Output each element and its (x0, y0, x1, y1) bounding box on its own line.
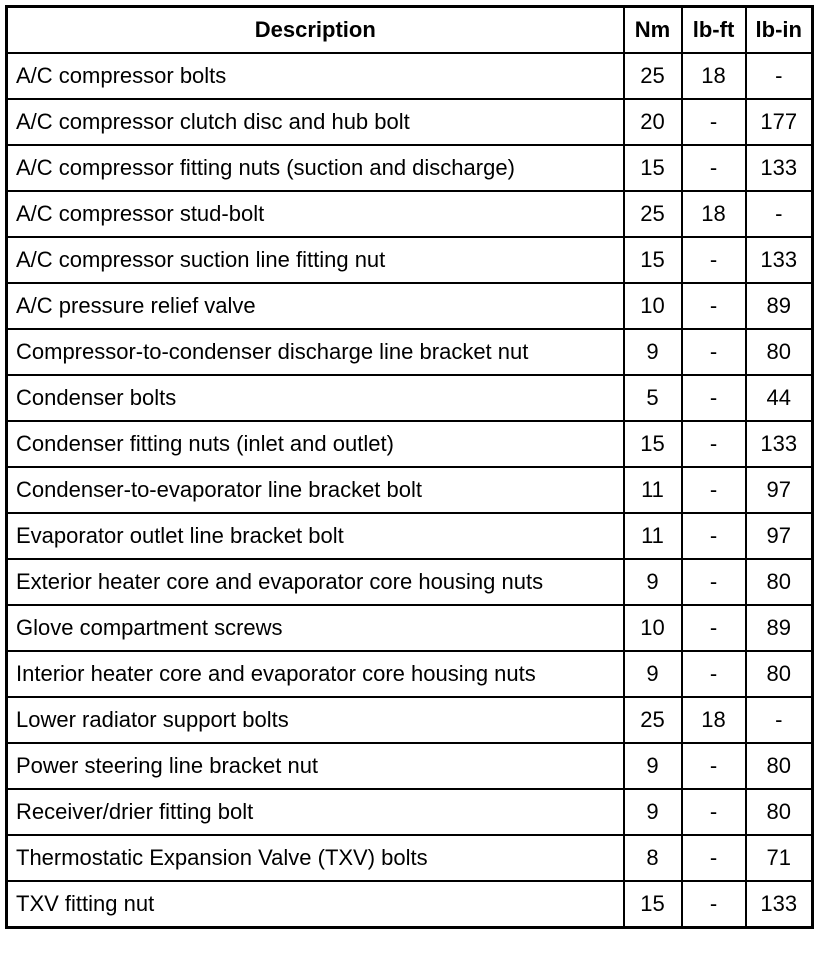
cell-lb-ft: - (682, 99, 746, 145)
cell-description: A/C compressor stud-bolt (7, 191, 624, 237)
cell-lb-ft: - (682, 329, 746, 375)
table-row (7, 743, 813, 789)
cell-lb-ft: - (682, 145, 746, 191)
cell-description: Compressor-to-condenser discharge line bracket nut (7, 329, 624, 375)
cell-lb-in: 133 (746, 237, 813, 283)
cell-lb-ft: - (682, 559, 746, 605)
table-row (7, 467, 813, 513)
table-row (7, 651, 813, 697)
table-body (7, 53, 813, 928)
cell-lb-ft: 18 (682, 53, 746, 99)
cell-description: Evaporator outlet line bracket bolt (7, 513, 624, 559)
cell-nm: 15 (624, 881, 682, 928)
cell-description: Condenser-to-evaporator line bracket bolt (7, 467, 624, 513)
cell-nm: 15 (624, 145, 682, 191)
column-header-lb-in: lb-in (746, 7, 813, 54)
cell-lb-ft: - (682, 789, 746, 835)
cell-lb-in: 133 (746, 881, 813, 928)
torque-spec-sheet (5, 5, 811, 964)
cell-nm: 15 (624, 421, 682, 467)
cell-lb-in: 97 (746, 467, 813, 513)
cell-lb-in: - (746, 697, 813, 743)
cell-nm: 11 (624, 513, 682, 559)
cell-lb-ft: 18 (682, 697, 746, 743)
cell-description: Power steering line bracket nut (7, 743, 624, 789)
table-row (7, 835, 813, 881)
cell-lb-ft: - (682, 835, 746, 881)
cell-lb-ft: - (682, 375, 746, 421)
column-header-nm: Nm (624, 7, 682, 54)
cell-lb-in: 89 (746, 605, 813, 651)
cell-lb-in: 89 (746, 283, 813, 329)
cell-lb-in: 97 (746, 513, 813, 559)
cell-lb-in: 44 (746, 375, 813, 421)
table-row (7, 697, 813, 743)
cell-lb-in: 80 (746, 651, 813, 697)
column-header-description: Description (7, 7, 624, 54)
table-row (7, 145, 813, 191)
table-row (7, 559, 813, 605)
cell-lb-in: 133 (746, 421, 813, 467)
cell-nm: 10 (624, 283, 682, 329)
cell-lb-ft: - (682, 605, 746, 651)
cell-nm: 9 (624, 559, 682, 605)
cell-lb-in: 80 (746, 743, 813, 789)
cell-lb-in: 71 (746, 835, 813, 881)
cell-nm: 25 (624, 697, 682, 743)
cell-nm: 9 (624, 329, 682, 375)
cell-lb-in: 80 (746, 559, 813, 605)
table-row (7, 513, 813, 559)
cell-lb-ft: - (682, 881, 746, 928)
cell-description: Exterior heater core and evaporator core housing nuts (7, 559, 624, 605)
cell-nm: 20 (624, 99, 682, 145)
cell-lb-ft: 18 (682, 191, 746, 237)
cell-description: Glove compartment screws (7, 605, 624, 651)
cell-description: A/C compressor clutch disc and hub bolt (7, 99, 624, 145)
cell-lb-ft: - (682, 237, 746, 283)
cell-description: Lower radiator support bolts (7, 697, 624, 743)
table-header-row (7, 7, 813, 54)
cell-lb-ft: - (682, 651, 746, 697)
cell-lb-ft: - (682, 467, 746, 513)
cell-description: Receiver/drier fitting bolt (7, 789, 624, 835)
table-row (7, 283, 813, 329)
cell-description: A/C compressor bolts (7, 53, 624, 99)
cell-lb-in: - (746, 191, 813, 237)
table-row (7, 99, 813, 145)
cell-lb-in: - (746, 53, 813, 99)
cell-lb-in: 80 (746, 329, 813, 375)
cell-nm: 11 (624, 467, 682, 513)
cell-nm: 25 (624, 53, 682, 99)
cell-description: A/C compressor fitting nuts (suction and discharge) (7, 145, 624, 191)
cell-description: Interior heater core and evaporator core housing nuts (7, 651, 624, 697)
table-row (7, 375, 813, 421)
cell-nm: 9 (624, 789, 682, 835)
table-row (7, 789, 813, 835)
cell-nm: 5 (624, 375, 682, 421)
cell-description: A/C pressure relief valve (7, 283, 624, 329)
cell-lb-in: 80 (746, 789, 813, 835)
cell-lb-ft: - (682, 743, 746, 789)
table-row (7, 237, 813, 283)
table-row (7, 53, 813, 99)
table-row (7, 421, 813, 467)
cell-description: Condenser fitting nuts (inlet and outlet) (7, 421, 624, 467)
cell-nm: 10 (624, 605, 682, 651)
table-row (7, 329, 813, 375)
cell-nm: 25 (624, 191, 682, 237)
cell-lb-in: 133 (746, 145, 813, 191)
cell-description: Thermostatic Expansion Valve (TXV) bolts (7, 835, 624, 881)
cell-description: A/C compressor suction line fitting nut (7, 237, 624, 283)
cell-lb-in: 177 (746, 99, 813, 145)
cell-description: TXV fitting nut (7, 881, 624, 928)
table-row (7, 881, 813, 928)
cell-nm: 9 (624, 651, 682, 697)
cell-description: Condenser bolts (7, 375, 624, 421)
cell-nm: 8 (624, 835, 682, 881)
column-header-lb-ft: lb-ft (682, 7, 746, 54)
table-row (7, 605, 813, 651)
table-row (7, 191, 813, 237)
cell-lb-ft: - (682, 513, 746, 559)
cell-nm: 15 (624, 237, 682, 283)
cell-lb-ft: - (682, 421, 746, 467)
cell-nm: 9 (624, 743, 682, 789)
torque-spec-table (5, 5, 814, 929)
cell-lb-ft: - (682, 283, 746, 329)
